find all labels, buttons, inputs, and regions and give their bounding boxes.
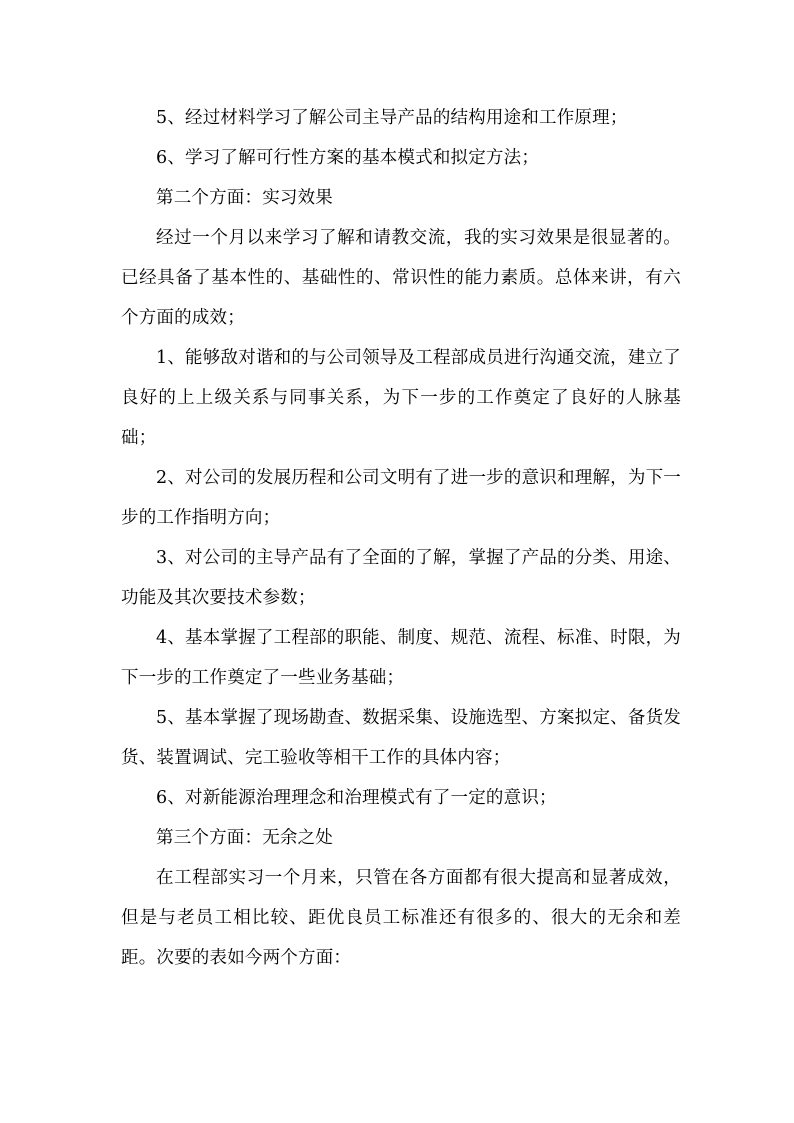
paragraph-result-5-field-work: 5、基本掌握了现场勘查、数据采集、设施选型、方案拟定、备货发货、装置调试、完工验收等相干工作的具体内容； <box>121 708 681 768</box>
paragraph-results-summary: 经过一个月以来学习了解和请教交流，我的实习效果是很显著的。已经具备了基本性的、基础性的、常识性的能力素质。总体来讲，有六个方面的成效； <box>121 228 681 328</box>
paragraph-item-5-study-products: 5、经过材料学习了解公司主导产品的结构用途和工作原理； <box>156 108 628 128</box>
paragraph-result-4-functions: 4、基本掌握了工程部的职能、制度、规范、流程、标准、时限，为下一步的工作奠定了一些业务基础； <box>121 628 681 688</box>
paragraph-result-3-products: 3、对公司的主导产品有了全面的了解，掌握了产品的分类、用途、功能及其次要技术参数； <box>121 548 681 608</box>
paragraph-result-2-company-history: 2、对公司的发展历程和公司文明有了进一步的意识和理解，为下一步的工作指明方向； <box>121 468 681 528</box>
paragraph-shortcomings-summary: 在工程部实习一个月来，只管在各方面都有很大提高和显著成效，但是与老员工相比较、距优良员工标准还有很多的、很大的无余和差距。次要的表如今两个方面： <box>121 868 681 968</box>
paragraph-result-1-communication: 1、能够敌对谐和的与公司领导及工程部成员进行沟通交流，建立了良好的上上级关系与同事关系，为下一步的工作奠定了良好的人脉基础； <box>121 348 681 448</box>
paragraph-item-6-feasibility: 6、学习了解可行性方案的基本模式和拟定方法； <box>156 148 540 168</box>
document-body <box>121 98 681 978</box>
section-heading-internship-results: 第二个方面：实习效果 <box>156 188 333 208</box>
paragraph-result-6-new-energy: 6、对新能源治理理念和治理模式有了一定的意识； <box>156 788 557 808</box>
section-heading-shortcomings: 第三个方面：无余之处 <box>156 828 333 848</box>
